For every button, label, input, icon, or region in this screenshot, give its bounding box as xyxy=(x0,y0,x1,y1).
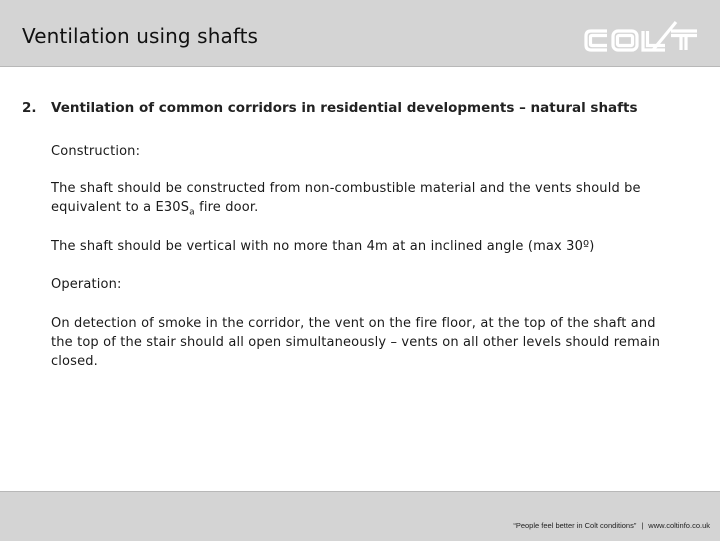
footer-text xyxy=(513,521,710,530)
colt-logo xyxy=(583,18,699,56)
footer-separator: | xyxy=(641,521,644,530)
shaft-construction-text: The shaft should be constructed from non-combustible material and the vents should be equivalent to a E30S xyxy=(51,181,641,215)
operation-label: Operation: xyxy=(51,277,122,292)
shaft-orientation-paragraph: The shaft should be vertical with no more than 4m at an inclined angle (max 30º) xyxy=(51,239,595,254)
smoke-detection-paragraph: On detection of smoke in the corridor, the vent on the fire floor, at the top of the shaft and the top of the stair should all open simultaneously – vents on all other levels should remain closed. xyxy=(51,316,661,369)
header-band xyxy=(0,0,720,67)
section-number: 2. xyxy=(22,100,37,116)
slide-title: Ventilation using shafts xyxy=(22,24,259,48)
fire-rating-subscript: a xyxy=(189,207,195,218)
shaft-construction-paragraph xyxy=(51,179,681,223)
slide-content xyxy=(0,66,720,491)
footer-slogan: “People feel better in Colt conditions” xyxy=(513,521,637,530)
shaft-construction-text-end: fire door. xyxy=(194,200,259,215)
footer-website-link[interactable]: www.coltinfo.co.uk xyxy=(648,521,710,530)
section-heading: Ventilation of common corridors in residential developments – natural shafts xyxy=(51,100,638,116)
footer-band xyxy=(0,491,720,541)
construction-label: Construction: xyxy=(51,144,141,159)
